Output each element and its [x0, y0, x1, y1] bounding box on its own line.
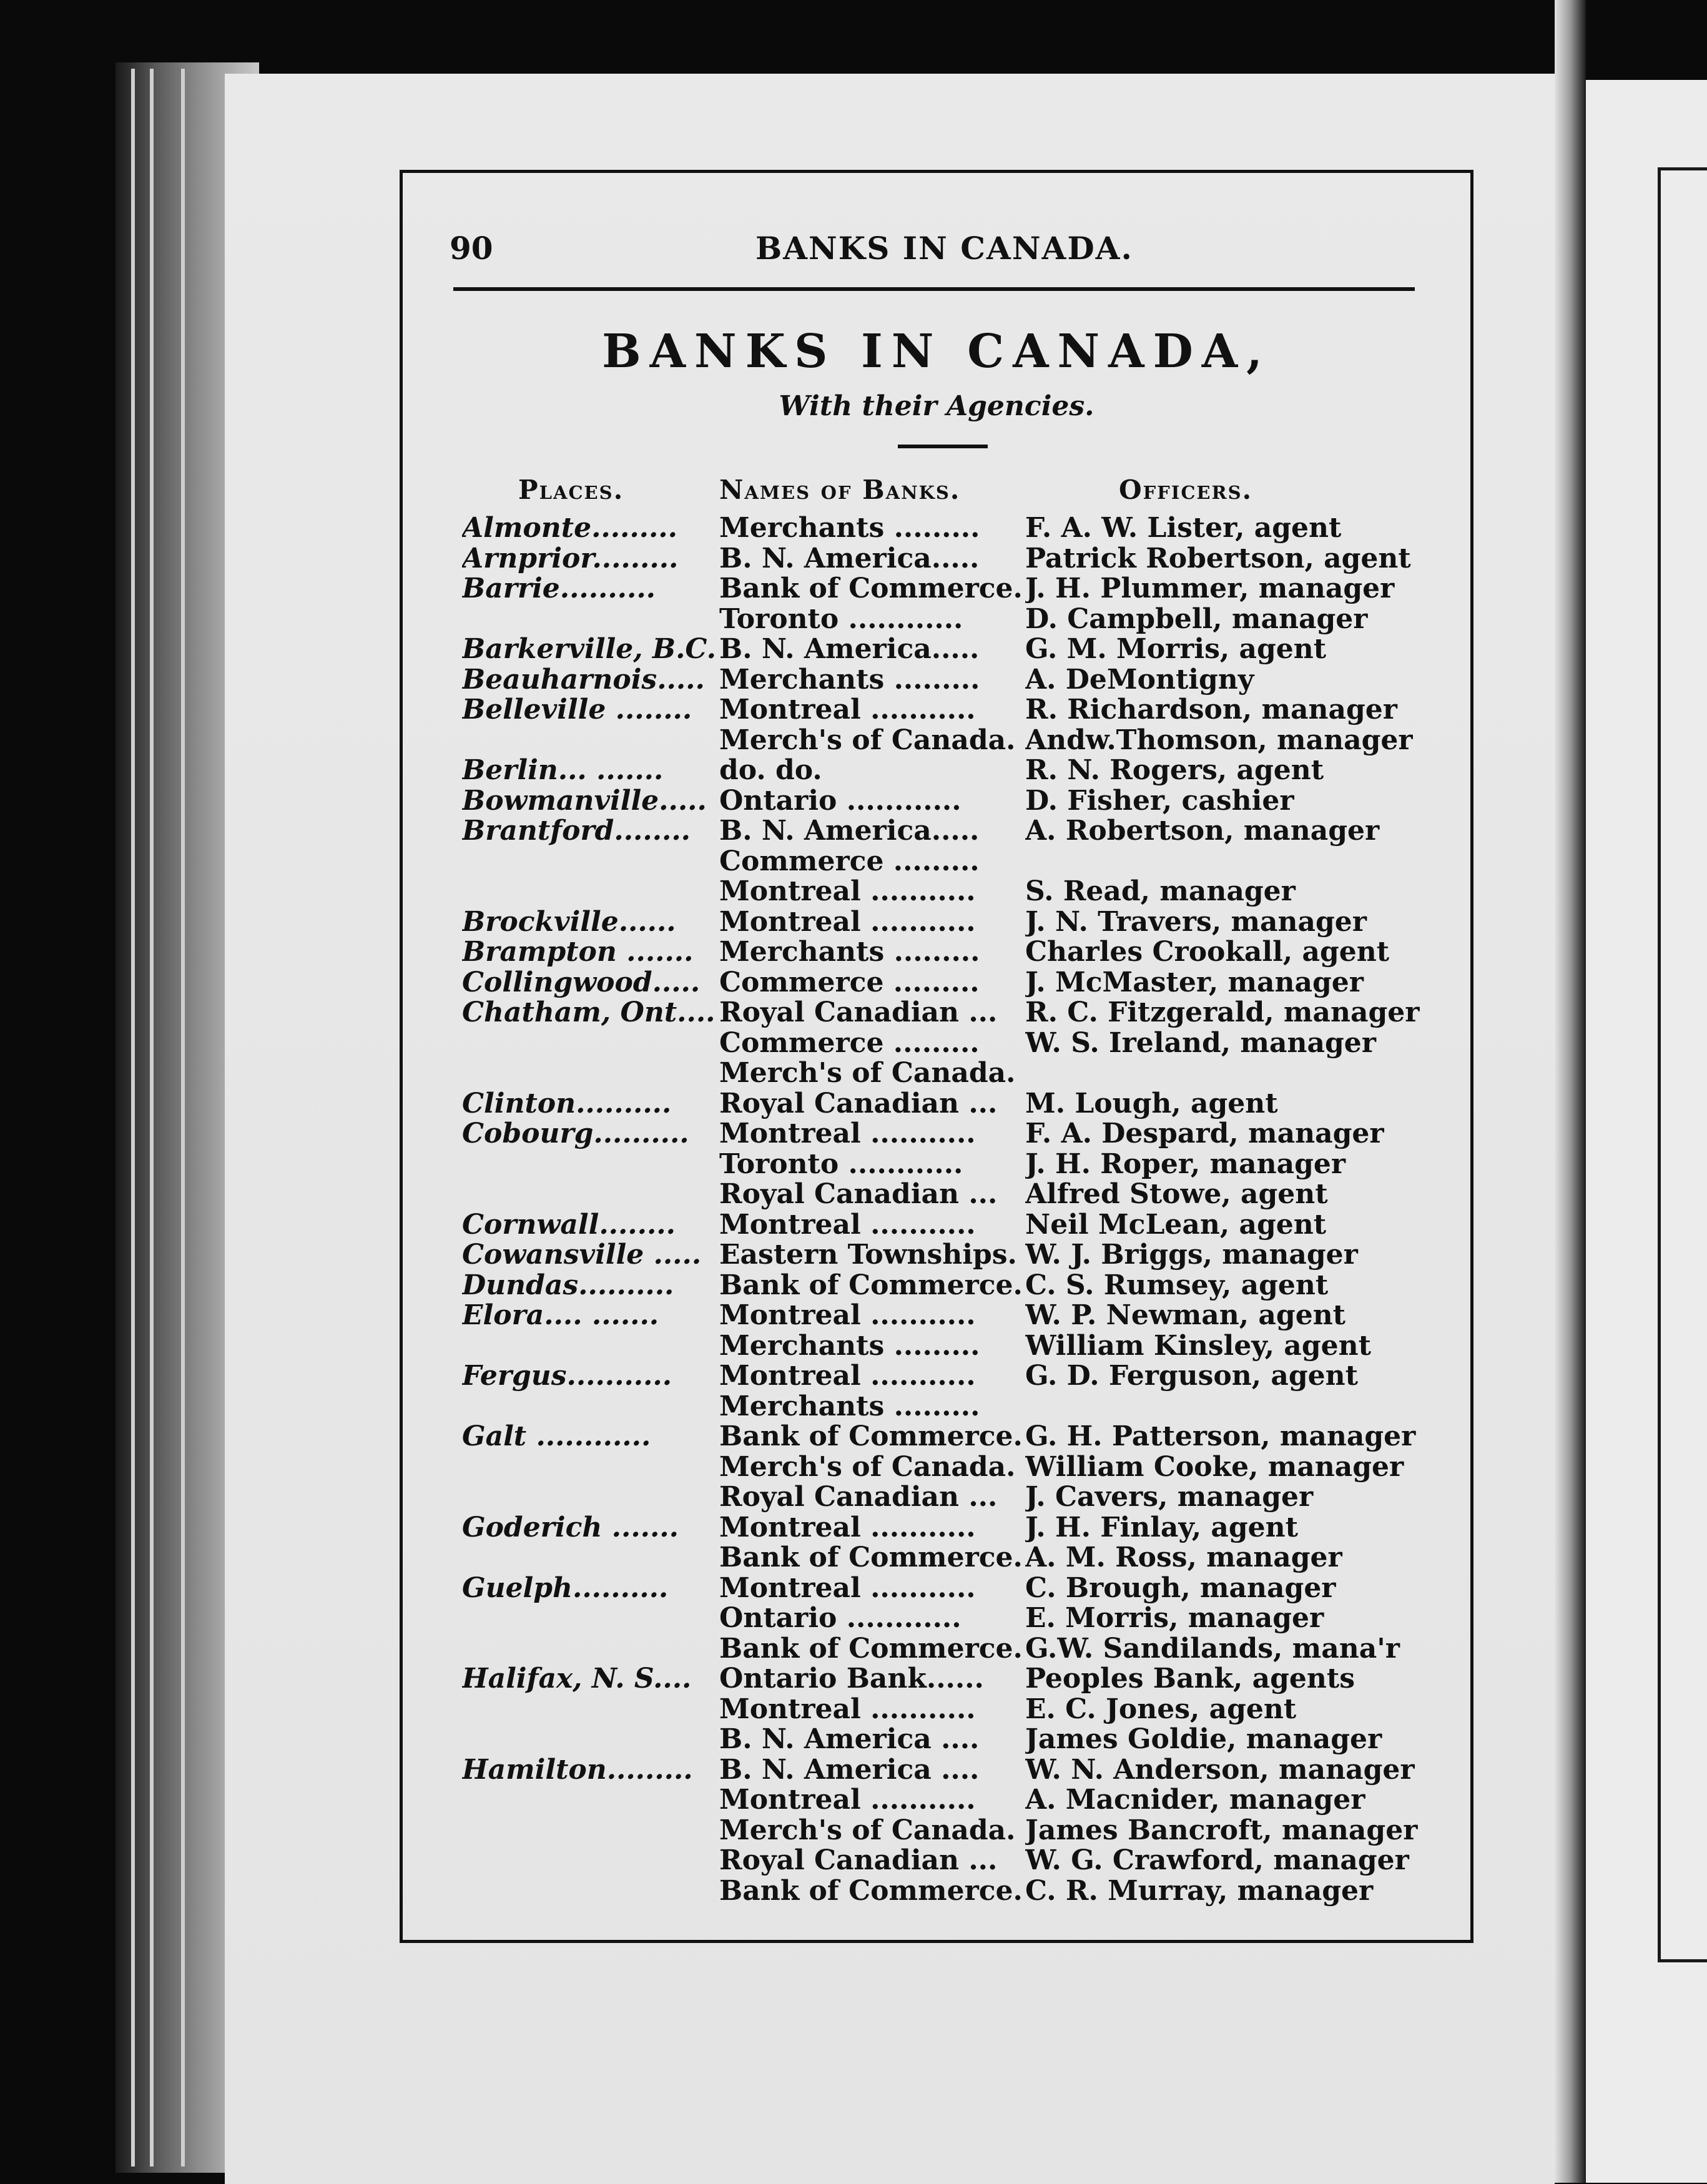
table-row [462, 1846, 1436, 1876]
table-row [462, 1361, 1436, 1392]
table-row [462, 1634, 1436, 1665]
officer-cell: James Bancroft, manager [1025, 1815, 1418, 1846]
officer-cell: Neil McLean, agent [1025, 1209, 1327, 1240]
table-row [462, 544, 1436, 574]
table-row [462, 1331, 1436, 1362]
officer-cell: A. Macnider, manager [1025, 1785, 1365, 1816]
bank-cell: B. N. America .... [719, 1754, 980, 1785]
running-title: BANKS IN CANADA. [755, 230, 1133, 267]
table-row [462, 1149, 1436, 1180]
table-row [462, 604, 1436, 635]
officer-cell: W. J. Briggs, manager [1025, 1240, 1358, 1271]
officer-cell: G. D. Ferguson, agent [1025, 1361, 1358, 1392]
running-header [450, 230, 1411, 273]
bank-cell: Merchants ......... [719, 937, 980, 968]
officer-cell: G. H. Patterson, manager [1025, 1422, 1416, 1452]
table-row [462, 877, 1436, 907]
bank-cell: Montreal ........... [719, 1512, 976, 1543]
bank-cell: Montreal ........... [719, 1361, 976, 1392]
bank-cell: do. do. [719, 755, 822, 786]
officer-cell: A. Robertson, manager [1025, 816, 1380, 847]
officer-cell: D. Campbell, manager [1025, 604, 1368, 634]
bank-cell: Bank of Commerce. [719, 1543, 1023, 1573]
column-header-officers: Officers. [1119, 475, 1253, 505]
place-cell: Chatham, Ont.... [462, 998, 716, 1028]
place-cell: Fergus........... [462, 1361, 672, 1392]
officer-cell: D. Fisher, cashier [1025, 785, 1294, 816]
table-row [462, 726, 1436, 756]
officer-cell: C. S. Rumsey, agent [1025, 1270, 1329, 1301]
officer-cell: Alfred Stowe, agent [1025, 1179, 1328, 1210]
officer-cell: A. M. Ross, manager [1025, 1543, 1342, 1573]
bank-cell: Royal Canadian ... [719, 1482, 998, 1513]
table-row [462, 1724, 1436, 1755]
page-edge-line [131, 69, 135, 2167]
table-row [462, 513, 1436, 544]
officer-cell: J. H. Roper, manager [1025, 1149, 1346, 1179]
bank-agency-table [462, 513, 1436, 1906]
place-cell: Brockville...... [462, 907, 676, 937]
officer-cell: F. A. Despard, manager [1025, 1119, 1384, 1149]
place-cell: Almonte......... [462, 513, 677, 544]
place-cell: Arnprior......... [462, 543, 679, 574]
bank-cell: Montreal ........... [719, 1301, 976, 1331]
bank-cell: Montreal ........... [719, 877, 976, 907]
officer-cell: R. C. Fitzgerald, manager [1025, 998, 1420, 1028]
bank-cell: Royal Canadian ... [719, 998, 998, 1028]
officer-cell: S. Read, manager [1025, 877, 1296, 907]
table-row [462, 634, 1436, 665]
officer-cell: J. Cavers, manager [1025, 1482, 1314, 1513]
place-cell: Barrie.......... [462, 574, 656, 604]
table-row [462, 1240, 1436, 1271]
place-cell: Berlin... ....... [462, 755, 664, 786]
table-row [462, 695, 1436, 726]
bank-cell: Merchants ......... [719, 513, 980, 544]
officer-cell: W. N. Anderson, manager [1025, 1754, 1415, 1785]
officer-cell: William Kinsley, agent [1025, 1331, 1371, 1361]
officer-cell: M. Lough, agent [1025, 1088, 1278, 1119]
table-row [462, 1058, 1436, 1089]
officer-cell: C. Brough, manager [1025, 1573, 1336, 1603]
officer-cell: W. G. Crawford, manager [1025, 1846, 1409, 1876]
table-row [462, 907, 1436, 938]
table-row [462, 786, 1436, 817]
officer-cell: E. C. Jones, agent [1025, 1694, 1297, 1724]
bank-cell: Montreal ........... [719, 1573, 976, 1603]
table-row [462, 847, 1436, 877]
officer-cell: W. S. Ireland, manager [1025, 1028, 1376, 1058]
officer-cell: Peoples Bank, agents [1025, 1664, 1355, 1695]
officer-cell: R. Richardson, manager [1025, 695, 1397, 726]
bank-cell: Merch's of Canada. [719, 1452, 1016, 1482]
table-row [462, 1482, 1436, 1513]
bank-cell: Montreal ........... [719, 695, 976, 726]
officer-cell: Andw.Thomson, manager [1025, 725, 1413, 755]
table-row [462, 1089, 1436, 1119]
officer-cell: G.W. Sandilands, mana'r [1025, 1633, 1400, 1664]
place-cell: Halifax, N. S.... [462, 1664, 692, 1695]
place-cell: Clinton.......... [462, 1088, 672, 1119]
bank-cell: B. N. America .... [719, 1724, 980, 1755]
place-cell: Collingwood..... [462, 967, 701, 998]
bank-cell: B. N. America..... [719, 634, 980, 665]
table-row [462, 937, 1436, 968]
officer-cell: A. DeMontigny [1025, 664, 1254, 695]
place-cell: Bowmanville..... [462, 785, 707, 816]
bank-cell: Merch's of Canada. [719, 1815, 1016, 1846]
header-rule [453, 287, 1415, 291]
officer-cell: James Goldie, manager [1025, 1724, 1382, 1755]
place-cell: Belleville ........ [462, 695, 692, 726]
bank-cell: Montreal ........... [719, 1694, 976, 1724]
table-row [462, 1755, 1436, 1786]
bank-cell: Royal Canadian ... [719, 1088, 998, 1119]
officer-cell: J. McMaster, manager [1025, 967, 1364, 998]
table-row [462, 1179, 1436, 1210]
page-number: 90 [450, 230, 493, 267]
place-cell: Galt ............ [462, 1422, 651, 1452]
bank-cell: Montreal ........... [719, 1209, 976, 1240]
officer-cell: W. P. Newman, agent [1025, 1301, 1346, 1331]
officer-cell: J. H. Plummer, manager [1025, 574, 1395, 604]
bank-cell: Merchants ......... [719, 664, 980, 695]
table-row [462, 1513, 1436, 1543]
place-cell: Hamilton......... [462, 1754, 693, 1785]
bank-cell: Bank of Commerce. [719, 1422, 1023, 1452]
table-row [462, 574, 1436, 604]
officer-cell: E. Morris, manager [1025, 1603, 1324, 1634]
officer-cell: J. N. Travers, manager [1025, 907, 1367, 937]
bank-cell: Toronto ............ [719, 604, 963, 634]
table-row [462, 1119, 1436, 1149]
place-cell: Cornwall........ [462, 1209, 676, 1240]
officer-cell: C. R. Murray, manager [1025, 1876, 1374, 1906]
page-subtitle: With their Agencies. [779, 390, 1095, 422]
page-title: BANKS IN CANADA, [602, 325, 1271, 378]
table-row [462, 755, 1436, 786]
place-cell: Goderich ....... [462, 1512, 679, 1543]
place-cell: Dundas.......... [462, 1270, 674, 1301]
table-row [462, 1695, 1436, 1725]
table-row [462, 1210, 1436, 1241]
book-gutter [1555, 0, 1586, 2183]
bank-cell: Montreal ........... [719, 907, 976, 937]
bank-cell: Merchants ......... [719, 1391, 980, 1422]
table-row [462, 1301, 1436, 1331]
officer-cell: J. H. Finlay, agent [1025, 1512, 1298, 1543]
bank-cell: Bank of Commerce. [719, 574, 1023, 604]
table-row [462, 1876, 1436, 1907]
place-cell: Beauharnois..... [462, 664, 705, 695]
place-cell: Cowansville ..... [462, 1240, 702, 1271]
bank-cell: Montreal ........... [719, 1785, 976, 1816]
bank-cell: Bank of Commerce. [719, 1633, 1023, 1664]
bank-cell: Bank of Commerce. [719, 1270, 1023, 1301]
place-cell: Guelph.......... [462, 1573, 669, 1603]
bank-cell: Royal Canadian ... [719, 1179, 998, 1210]
bank-cell: Merchants ......... [719, 1331, 980, 1361]
bank-cell: Ontario ............ [719, 785, 962, 816]
page-edge-line [181, 69, 185, 2167]
bank-cell: Commerce ......... [719, 1028, 980, 1058]
officer-cell: Patrick Robertson, agent [1025, 543, 1411, 574]
officer-cell: G. M. Morris, agent [1025, 634, 1327, 665]
table-row [462, 998, 1436, 1028]
officer-cell: F. A. W. Lister, agent [1025, 513, 1342, 544]
place-cell: Elora.... ....... [462, 1301, 659, 1331]
table-row [462, 816, 1436, 847]
bank-cell: B. N. America..... [719, 543, 980, 574]
title-rule [898, 445, 988, 448]
bank-cell: Bank of Commerce. [719, 1876, 1023, 1906]
bank-cell: B. N. America..... [719, 816, 980, 847]
bank-cell: Eastern Townships. [719, 1240, 1017, 1271]
table-row [462, 1664, 1436, 1695]
table-row [462, 665, 1436, 696]
bank-cell: Commerce ......... [719, 846, 980, 877]
table-row [462, 1392, 1436, 1422]
bank-cell: Commerce ......... [719, 967, 980, 998]
place-cell: Barkerville, B.C. [462, 634, 716, 665]
table-row [462, 1452, 1436, 1483]
bank-cell: Merch's of Canada. [719, 1058, 1016, 1089]
place-cell: Brantford........ [462, 816, 691, 847]
page-edge-line [150, 69, 154, 2167]
table-row [462, 1816, 1436, 1846]
place-cell: Brampton ....... [462, 937, 694, 968]
column-header-banks: Names of Banks. [719, 475, 961, 505]
place-cell: Cobourg.......... [462, 1119, 689, 1149]
table-row [462, 1785, 1436, 1816]
table-row [462, 1271, 1436, 1301]
table-row [462, 1028, 1436, 1059]
bank-cell: Toronto ............ [719, 1149, 963, 1179]
officer-cell: R. N. Rogers, agent [1025, 755, 1324, 786]
bank-cell: Ontario Bank...... [719, 1664, 984, 1695]
table-row [462, 968, 1436, 998]
table-row [462, 1603, 1436, 1634]
officer-cell: Charles Crookall, agent [1025, 937, 1390, 968]
column-header-places: Places. [518, 475, 624, 505]
officer-cell: William Cooke, manager [1025, 1452, 1404, 1482]
bank-cell: Merch's of Canada. [719, 725, 1016, 755]
table-row [462, 1543, 1436, 1573]
table-row [462, 1573, 1436, 1604]
bank-cell: Royal Canadian ... [719, 1846, 998, 1876]
bank-cell: Montreal ........... [719, 1119, 976, 1149]
table-row [462, 1422, 1436, 1452]
bank-cell: Ontario ............ [719, 1603, 962, 1634]
right-page-frame [1658, 167, 1707, 1962]
